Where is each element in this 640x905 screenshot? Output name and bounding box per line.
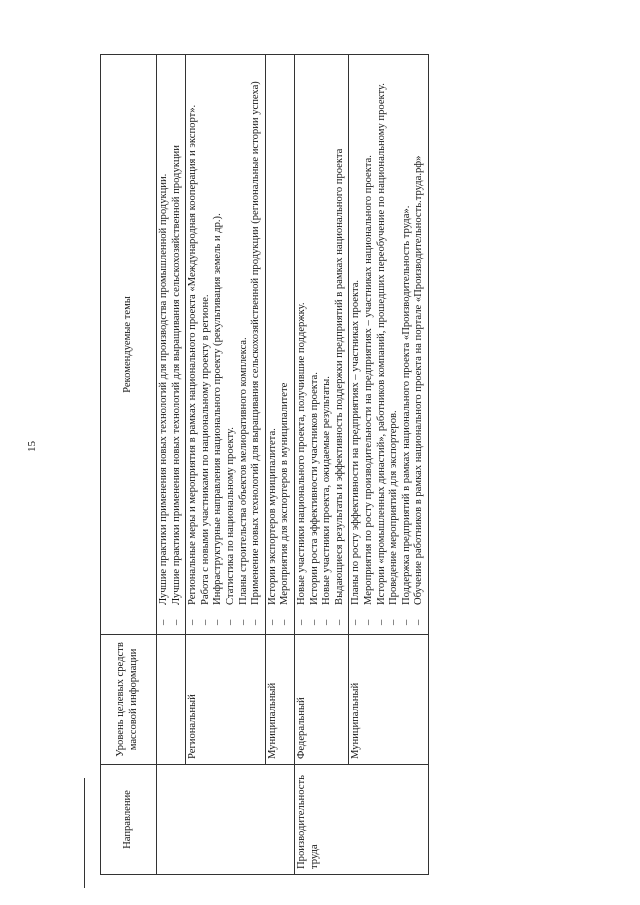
- list-item: [321, 60, 334, 629]
- dash-bullet: –: [413, 619, 425, 625]
- dash-bullet: –: [224, 619, 236, 625]
- list-item: [279, 60, 292, 629]
- list-item: [212, 60, 225, 629]
- header-direction: Направление: [101, 765, 157, 875]
- topic-text: Инфраструктурные направления национального проекту (рекультивация земель и др.).: [212, 213, 224, 605]
- dash-bullet: –: [158, 619, 169, 625]
- rotated-table-container: [100, 55, 600, 875]
- direction-cell: Производительность труда: [294, 765, 428, 875]
- topics-cell: [157, 55, 186, 635]
- topic-text: Поддержка предприятий в рамках национального проекта «Производительность труда».: [400, 205, 412, 605]
- table-header-row: [101, 55, 157, 875]
- dash-bullet: –: [170, 619, 182, 625]
- dash-bullet: –: [250, 619, 262, 625]
- list-item: [376, 60, 389, 629]
- list-item: [267, 60, 280, 629]
- dash-bullet: –: [212, 619, 224, 625]
- dash-bullet: –: [199, 619, 211, 625]
- list-item: [187, 60, 200, 629]
- topic-text: Мероприятия по росту производительности на предприятиях – участниках национального проекта.: [362, 155, 374, 605]
- direction-cell: [157, 765, 295, 875]
- topic-text: Работа с новыми участниками по национальному проекту в регионе.: [199, 294, 211, 605]
- topics-cell: [265, 55, 294, 635]
- media-level-cell: Региональный: [186, 635, 266, 765]
- list-item: [388, 60, 401, 629]
- media-level-cell: [157, 635, 186, 765]
- table-row: [157, 55, 186, 875]
- dash-bullet: –: [308, 619, 320, 625]
- table-row: [265, 55, 294, 875]
- topic-text: Планы по росту эффективности на предприятиях – участниках проекта.: [350, 279, 362, 605]
- list-item: [363, 60, 376, 629]
- dash-bullet: –: [388, 619, 400, 625]
- dash-bullet: –: [279, 619, 291, 625]
- topic-text: Лучшие практики применения новых технологий для производства промышленной продукции.: [158, 173, 169, 605]
- topic-text: Истории роста эффективности участников проекта.: [308, 372, 320, 605]
- topics-list: [267, 60, 292, 629]
- topics-list: [350, 60, 426, 629]
- list-item: [225, 60, 238, 629]
- dash-bullet: –: [400, 619, 412, 625]
- list-item: [158, 60, 171, 629]
- list-item: [171, 60, 184, 629]
- topics-cell: [186, 55, 266, 635]
- topic-text: Мероприятия для экспортеров в муниципалитете: [279, 382, 291, 605]
- dash-bullet: –: [237, 619, 249, 625]
- topics-cell: [349, 55, 429, 635]
- dash-bullet: –: [266, 619, 278, 625]
- topic-text: Выдающиеся результаты и эффективность поддержки предприятий в рамках национального проекта: [333, 148, 345, 605]
- list-item: [250, 60, 263, 629]
- topic-text: Обучение работников в рамках национального проекта на портале «Производительность.труда.рф»: [413, 155, 425, 605]
- table-row: [294, 55, 348, 875]
- recommended-topics-table: [100, 54, 429, 875]
- topic-text: Региональные меры и мероприятия в рамках национального проекта «Международная кооперация и экспорт».: [187, 104, 199, 605]
- list-item: [309, 60, 322, 629]
- media-level-cell: Муниципальный: [265, 635, 294, 765]
- topics-list: [187, 60, 263, 629]
- topic-text: Проведение мероприятий для экспортеров.: [388, 410, 400, 605]
- topics-cell: [294, 55, 348, 635]
- footnote-separator-line: [84, 778, 85, 888]
- page-number: 15: [26, 441, 38, 452]
- media-level-cell: Муниципальный: [349, 635, 429, 765]
- table-row: [349, 55, 429, 875]
- dash-bullet: –: [362, 619, 374, 625]
- topics-list: [158, 60, 183, 629]
- list-item: [350, 60, 363, 629]
- topic-text: Применение новых технологий для выращивания сельскохозяйственной продукции (региональные истории успеха): [250, 81, 262, 605]
- media-level-cell: Федеральный: [294, 635, 348, 765]
- topic-text: Истории экспортеров муниципалитета.: [266, 428, 278, 605]
- list-item: [413, 60, 426, 629]
- dash-bullet: –: [295, 619, 307, 625]
- topic-text: Истории «промышленных династий», работников компаний, прошедших переобучение по национальному проекту.: [375, 83, 387, 605]
- dash-bullet: –: [375, 619, 387, 625]
- topics-list: [296, 60, 346, 629]
- dash-bullet: –: [321, 619, 333, 625]
- topic-text: Новые участники проекта, ожидаемые результаты.: [321, 376, 333, 605]
- dash-bullet: –: [333, 619, 345, 625]
- topic-text: Новые участники национального проекта, получившие поддержку.: [295, 302, 307, 605]
- dash-bullet: –: [187, 619, 199, 625]
- list-item: [200, 60, 213, 629]
- table-row: [186, 55, 266, 875]
- header-media-level: Уровень целевых средств массовой информации: [101, 635, 157, 765]
- topic-text: Статистика по национальному проекту.: [224, 427, 236, 605]
- list-item: [334, 60, 347, 629]
- dash-bullet: –: [350, 619, 362, 625]
- list-item: [296, 60, 309, 629]
- list-item: [401, 60, 414, 629]
- topic-text: Планы строительства объектов мелиоративного комплекса.: [237, 337, 249, 605]
- topic-text: Лучшие практики применения новых технологий для выращивания сельскохозяйственной продукции: [170, 145, 182, 605]
- header-topics: Рекомендуемые темы: [101, 55, 157, 635]
- list-item: [238, 60, 251, 629]
